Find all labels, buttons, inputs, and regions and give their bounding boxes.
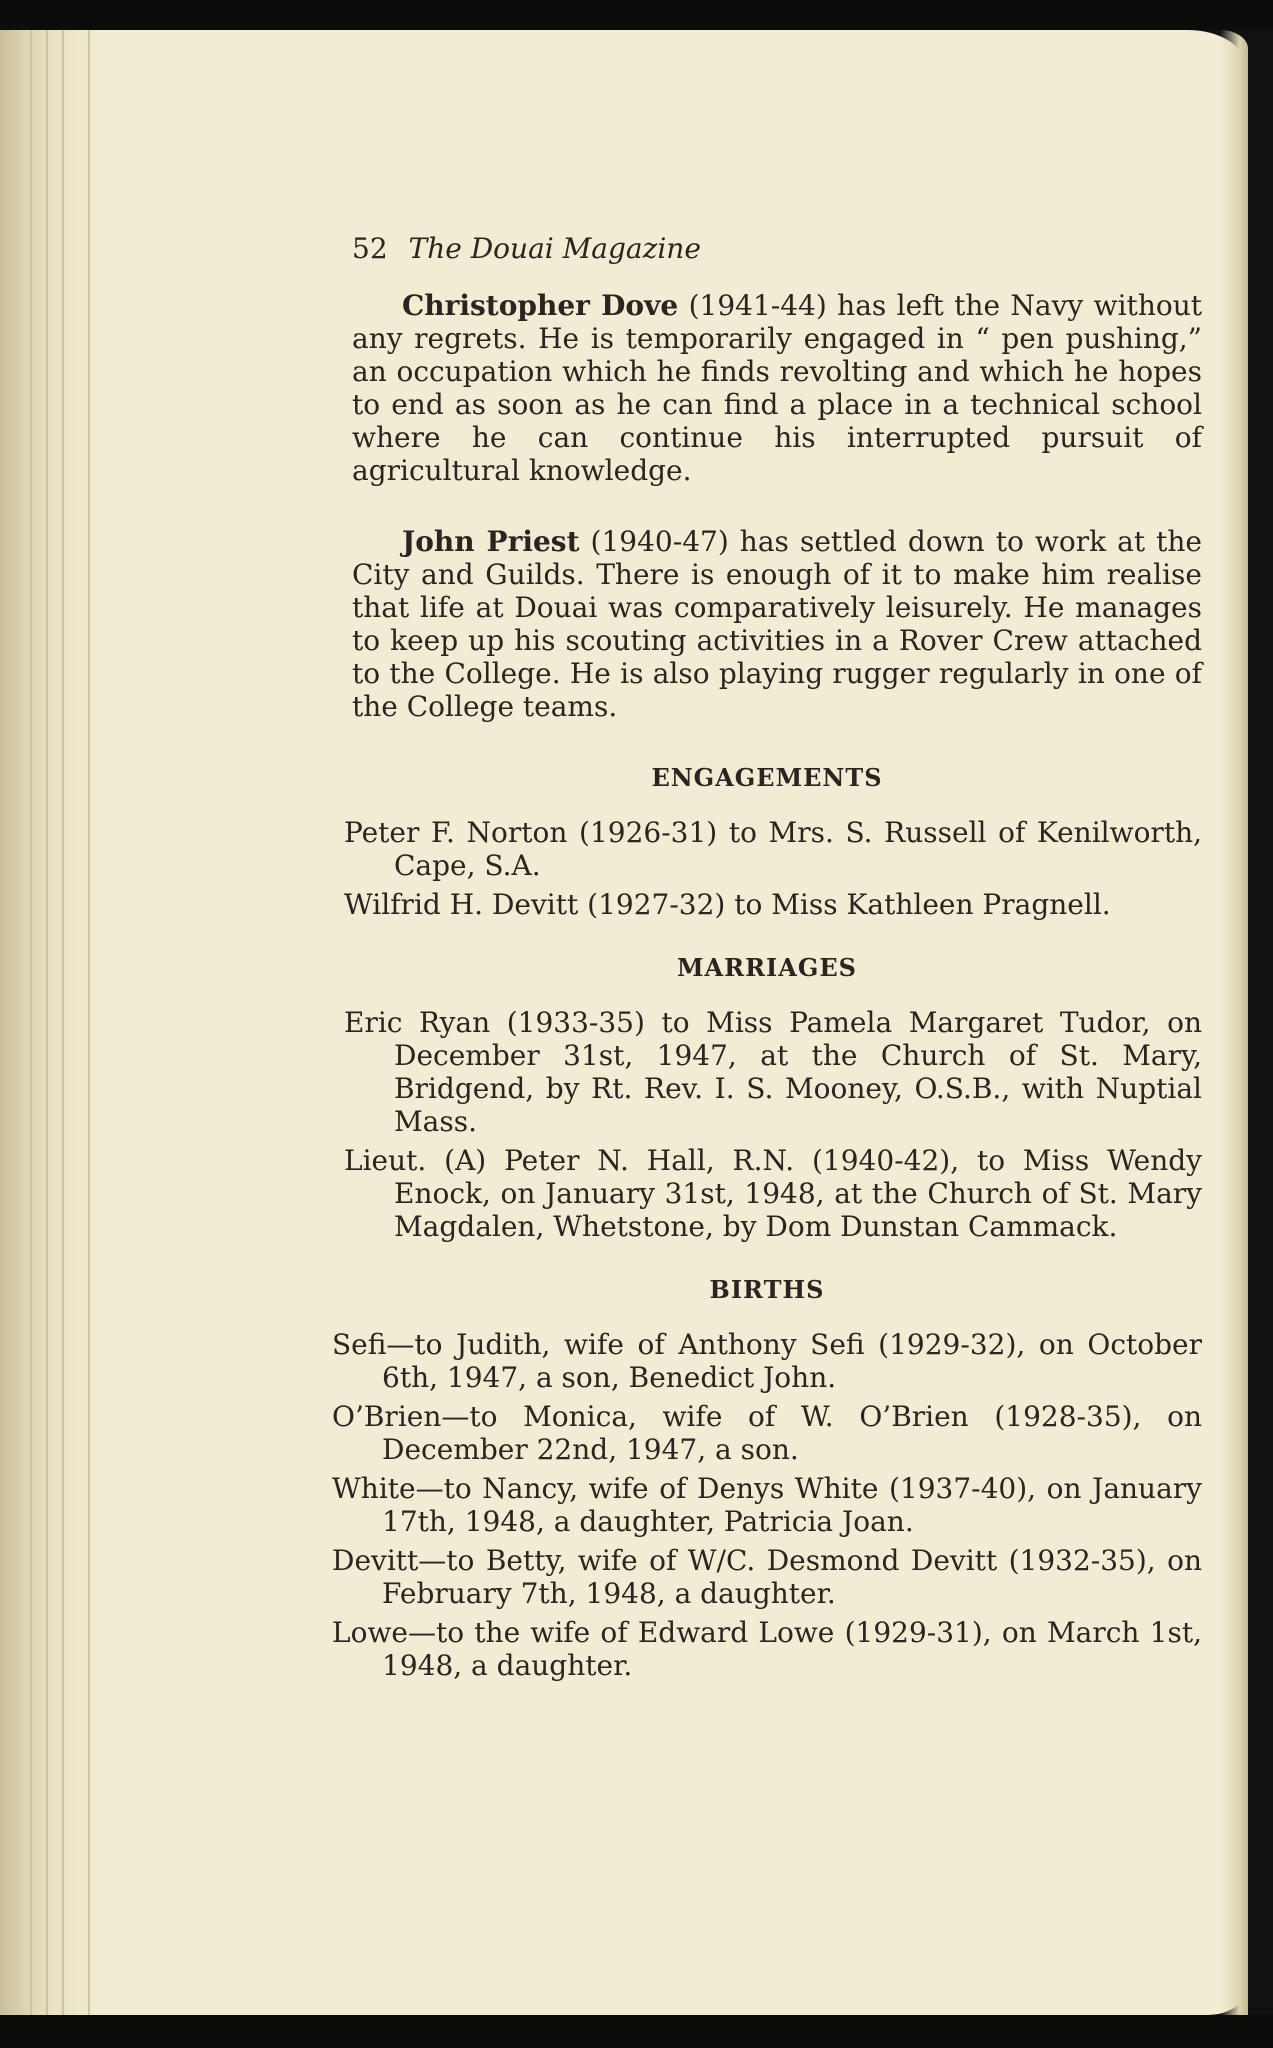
births-list — [332, 1328, 1202, 1682]
marriage-entry: Eric Ryan (1933-35) to Miss Pamela Margaret Tudor, on December 31st, 1947, at the Church of St. Mary, Bridgend, by Rt. Rev. I. S. Mooney, O.S.B., with Nuptial Mass. — [344, 1006, 1202, 1138]
paragraph-text: (1941-44) has left the Navy without any regrets. He is temporarily engaged in “ pen pushing,” an occupation which he finds revolting and which he hopes to end as soon as he can find a place in a technical school where he can continue his interrupted pursuit of agricultural knowledge. — [352, 289, 1202, 487]
gutter-line — [62, 30, 64, 2015]
paragraph-text: (1940-47) has settled down to work at the City and Guilds. There is enough of it to make him realise that life at Douai was comparatively leisurely. He manages to keep up his scouting activities in a Rover Crew attached to the College. He is also playing rugger regularly in one of the College teams. — [352, 525, 1202, 723]
birth-entry: Sefi—to Judith, wife of Anthony Sefi (1929-32), on October 6th, 1947, a son, Benedict John. — [332, 1328, 1202, 1394]
marriage-entry: Lieut. (A) Peter N. Hall, R.N. (1940-42), to Miss Wendy Enock, on January 31st, 1948, at the Church of St. Mary Magdalen, Whetstone, by Dom Dunstan Cammack. — [344, 1144, 1202, 1243]
engagement-entry: Peter F. Norton (1926-31) to Mrs. S. Russell of Kenilworth, Cape, S.A. — [344, 816, 1202, 882]
birth-entry: White—to Nancy, wife of Denys White (1937-40), on January 17th, 1948, a daughter, Patricia Joan. — [332, 1472, 1202, 1538]
person-name: John Priest — [402, 525, 580, 558]
gutter-line — [88, 30, 90, 2015]
birth-entry: O’Brien—to Monica, wife of W. O’Brien (1928-35), on December 22nd, 1947, a son. — [332, 1400, 1202, 1466]
gutter-line — [30, 30, 32, 2015]
birth-entry: Lowe—to the wife of Edward Lowe (1929-31), on March 1st, 1948, a daughter. — [332, 1616, 1202, 1682]
page-gutter — [0, 30, 100, 2015]
engagements-list — [332, 816, 1202, 921]
gutter-line — [46, 30, 48, 2015]
engagements-heading: ENGAGEMENTS — [651, 763, 883, 792]
birth-entry: Devitt—to Betty, wife of W/C. Desmond Devitt (1932-35), on February 7th, 1948, a daughter. — [332, 1544, 1202, 1610]
page-number: 52 — [352, 232, 388, 265]
page-right-edge — [1220, 30, 1248, 2015]
marriages-list — [332, 1006, 1202, 1243]
births-heading: BIRTHS — [709, 1275, 825, 1304]
scan-bottom-border — [0, 2015, 1273, 2048]
magazine-title: The Douai Magazine — [408, 232, 701, 265]
person-name: Christopher Dove — [402, 289, 679, 322]
running-header — [352, 232, 1202, 265]
engagement-entry: Wilfrid H. Devitt (1927-32) to Miss Kathleen Pragnell. — [344, 888, 1111, 921]
news-paragraph-priest — [352, 525, 1202, 723]
page-content — [332, 232, 1202, 1712]
scan-top-border — [0, 0, 1273, 30]
marriages-heading: MARRIAGES — [676, 953, 858, 982]
news-paragraph-dove — [352, 289, 1202, 487]
